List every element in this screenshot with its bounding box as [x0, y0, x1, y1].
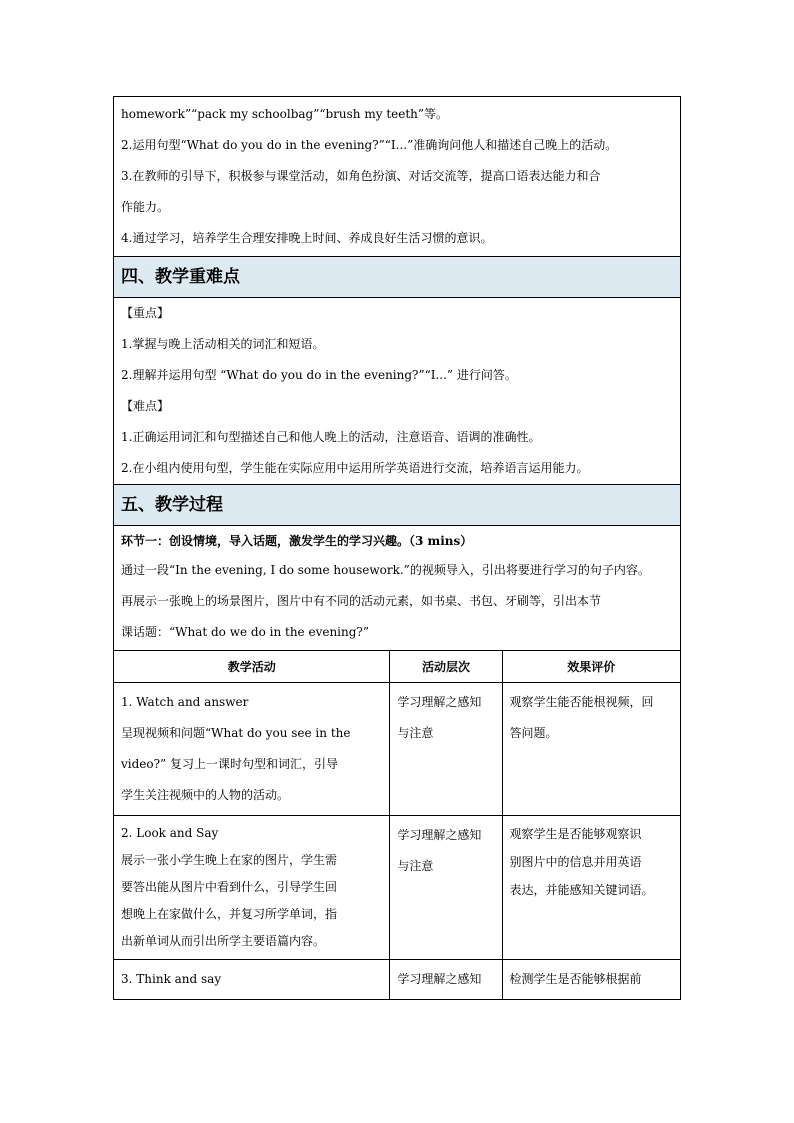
evaluation-cell [502, 683, 680, 816]
intro-line: 课话题：“What do we do in the evening?” [121, 625, 369, 639]
activity-cell [114, 816, 390, 960]
intro-line: 通过一段“In the evening, I do some housework.”的视频导入，引出将要进行学习的句子内容。 [121, 563, 650, 577]
key-point: 1.掌握与晚上活动相关的词汇和短语。 [121, 337, 325, 351]
objective-line: 4.通过学习，培养学生合理安排晚上时间、养成良好生活习惯的意识。 [121, 231, 493, 245]
activity-text: 要答出能从图片中看到什么，引导学生回 [121, 880, 338, 894]
table-row [114, 816, 681, 960]
level-text: 与注意 [397, 726, 434, 740]
level-text: 学习理解之感知 [397, 972, 482, 986]
level-cell [390, 816, 502, 960]
evaluation-text: 观察学生能否能根视频，回 [509, 695, 654, 709]
level-cell [390, 683, 502, 816]
header-level: 活动层次 [390, 651, 502, 683]
table-row [114, 683, 681, 816]
activity-text: 想晚上在家做什么，并复习所学单词，指 [121, 907, 338, 921]
process-intro-box [113, 525, 681, 650]
activity-title: 2. Look and Say [121, 826, 219, 840]
key-label: 【重点】 [121, 306, 170, 320]
section-heading-key-points: 四、教学重难点 [113, 256, 681, 297]
difficulty-label: 【难点】 [121, 399, 170, 413]
objectives-box [113, 96, 681, 256]
header-activity: 教学活动 [114, 651, 390, 683]
activity-title: 3. Think and say [121, 972, 222, 986]
evaluation-text: 别图片中的信息并用英语 [509, 855, 642, 869]
header-evaluation: 效果评价 [502, 651, 680, 683]
objective-line: 3.在教师的引导下，积极参与课堂活动，如角色扮演、对话交流等，提高口语表达能力和合 [121, 169, 601, 183]
key-points-box [113, 297, 681, 484]
difficulty-point: 2.在小组内使用句型，学生能在实际应用中运用所学英语进行交流，培养语言运用能力。 [121, 461, 589, 475]
activity-title: 1. Watch and answer [121, 695, 249, 709]
activity-table [113, 650, 681, 1000]
activity-text: 展示一张小学生晚上在家的图片，学生需 [121, 853, 338, 867]
evaluation-cell [502, 960, 680, 1000]
objective-line: 作能力。 [121, 200, 170, 214]
level-text: 与注意 [397, 859, 434, 873]
objective-line: homework”“pack my schoolbag”“brush my teeth”等。 [121, 107, 449, 121]
evaluation-cell [502, 816, 680, 960]
lesson-plan-page [113, 96, 681, 1000]
activity-cell [114, 960, 390, 1000]
difficulty-point: 1.正确运用词汇和句型描述自己和他人晚上的活动，注意语音、语调的准确性。 [121, 430, 541, 444]
activity-text: video?” 复习上一课时句型和词汇，引导 [121, 757, 339, 771]
activity-text: 呈现视频和问题“What do you see in the [121, 726, 351, 740]
activity-text: 学生关注视频中的人物的活动。 [121, 788, 290, 802]
intro-line: 再展示一张晚上的场景图片，图片中有不同的活动元素，如书桌、书包、牙刷等，引出本节 [121, 594, 602, 608]
evaluation-text: 答问题。 [509, 726, 558, 740]
table-row [114, 960, 681, 1000]
section-heading-process: 五、教学过程 [113, 484, 681, 525]
level-text: 学习理解之感知 [397, 695, 482, 709]
activity-text: 出新单词从而引出所学主要语篇内容。 [121, 934, 326, 948]
evaluation-text: 检测学生是否能够根据前 [509, 972, 642, 986]
objective-line: 2.运用句型“What do you do in the evening?”“I...”准确询问他人和描述自己晚上的活动。 [121, 138, 618, 152]
activity-cell [114, 683, 390, 816]
stage-title: 环节一：创设情境，导入话题，激发学生的学习兴趣。（3 mins） [121, 534, 473, 548]
key-point: 2.理解并运用句型 “What do you do in the evening?”“I...” 进行问答。 [121, 368, 517, 382]
level-cell [390, 960, 502, 1000]
evaluation-text: 观察学生是否能够观察识 [509, 827, 642, 841]
table-header-row [114, 651, 681, 683]
evaluation-text: 表达，并能感知关键词语。 [509, 883, 654, 897]
level-text: 学习理解之感知 [397, 828, 482, 842]
